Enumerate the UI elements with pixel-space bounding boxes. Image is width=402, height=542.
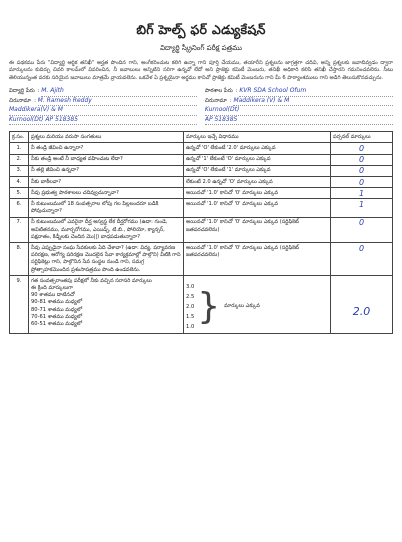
form-title: బిగ్ హెల్ప్ ఫర్ ఎడ్యుకేషన్ [136, 22, 266, 37]
row-instruction: ఉన్నచో 'O' లేకుంటే '2.0' మార్కులు ఎక్కువ [184, 143, 331, 154]
scale-value: 2.5 [186, 293, 195, 300]
table-row [10, 276, 393, 334]
row-marks [331, 143, 393, 154]
school-address-line-3[interactable]: AP 518385 [205, 116, 393, 126]
student-name-label: విద్యార్థి పేరు [9, 88, 35, 95]
row-question: గత సంవత్సరాంతపు పరీక్షలో నీకు వచ్చిన సరాసరి మార్కులు ఈ క్రింది మార్కులుగా 90 శాతము దాటినచో 90-81 శాతము మధ్యలో 80-71 శాతము మధ్యలో 70-61 శాతము మధ్యలో 60-51 శాతము మధ్యలో [29, 276, 184, 334]
row-marks [331, 243, 393, 276]
scale-values [186, 282, 194, 332]
row-marks [331, 154, 393, 165]
row-marks [331, 177, 393, 188]
row-instruction [184, 276, 331, 334]
row-marks [331, 188, 393, 199]
student-details: విద్యార్థి పేరు : M. Ajith చిరునామా : M. Ramesh Reddy Maddikera(V) & M Kurnool(Dt) AP 518385 [9, 87, 197, 125]
table-row [10, 154, 393, 165]
address-line-3[interactable]: Kurnool(Dt) AP 518385 [9, 116, 197, 126]
row-marks [331, 199, 393, 217]
table-row [10, 165, 393, 176]
row-question: నీ కుటుంబములో ఎవరైనా దీర్ఘ అస్వస్థ లేక దీర్ఘరోగము (ఉదా: గుండె, అవిటితనము, మూర్ఛరోగము, ఎయిడ్స్, టి.బి., పోలియో, క్యాన్సర్, పక్షవాతం, కిడ్నీలకు చెందిన మొ||) బాధపడుతున్నారా? [29, 217, 184, 243]
row-instruction: అయినచో '1.0' కానిచో '0' మార్కులు ఎక్కువ [184, 188, 331, 199]
row-question: నీకు బాకీలవా? [29, 177, 184, 188]
scale-value: 1.0 [186, 323, 195, 330]
marks-entry[interactable]: 1 [358, 188, 365, 198]
marks-entry[interactable]: 0 [358, 177, 365, 187]
row-instruction: లేకుంటే 2.0 ఉన్నచో 'O' మార్కులు ఎక్కువ [184, 177, 331, 188]
school-address-line-2[interactable]: Kurnool(Dt) [205, 106, 393, 116]
table-row [10, 188, 393, 199]
row-instruction: అయినచో '1.0' కానిచో '0' మార్కులు ఎక్కువ [184, 199, 331, 217]
row-question: నీకు తండ్రి అంటే నీ బాధ్యత వహించుట లేదా? [29, 154, 184, 165]
scale-value: 3.0 [186, 283, 195, 290]
header-instruction: మార్కులు ఇచ్చే విధానము [184, 132, 331, 143]
school-name-label: పాఠశాల పేరు [204, 88, 233, 95]
scale-value: 2.0 [186, 303, 195, 310]
marks-entry[interactable]: 0 [358, 166, 365, 176]
marks-entry[interactable]: 2.0 [352, 304, 371, 318]
marks-entry[interactable]: 1 [358, 199, 365, 209]
screening-table [9, 131, 393, 334]
header-serial: క్ర.సం. [10, 132, 29, 143]
row-serial: 2. [10, 154, 29, 165]
instructions-paragraph: ఈ పథకము పేరు "విద్యార్థి ఆర్థిక తనిఖీ" అర్హత పొందిన గాని, అంగీకరించుట కలిగి ఉన్నా గాని పూర్తి చేయము, తయారీని ప్రశ్నలను జాగ్రత్తగా చదివి, అన్ని ప్రశ్నలకు జవాబివ్వడం ద్వారా మార్కులను కుదిర్చు చివరి కాలమ్‌లో వివరించిన, నీ జవాబులు అన్నిటిని సరిగా ఉన్నవో లేదో అని ప్రాజెక్టు కమిటీ మెంబరు, తనిఖీ అధికారి కలిసి తనిఖీ చేస్తారని గమనించవలెను. సీటు తెలియున్నంత వరకు సరియైన జవాబులు మాత్రమే వ్రాయవలెను. ఒకవేళ ఏ ప్రశ్నయైనా అర్థము కానిచో ప్రాజెక్టు కమిటీ మెంబరును గాని మీ 6 పాఠ్యాంశములు గాని అడిగి తెలుసుకొనవచ్చును. [9, 60, 393, 81]
row-serial: 4. [10, 177, 29, 188]
marks-entry[interactable]: 0 [358, 155, 365, 165]
row-serial: 7. [10, 217, 29, 243]
scale-instruction: మార్కులు ఎక్కువ [224, 303, 260, 310]
row-serial: 3. [10, 165, 29, 176]
table-header-row [10, 132, 393, 143]
row-instruction: అయినచో '1.0' కానిచో '0' మార్కులు ఎక్కువ (సర్టిఫికెట్ జతపరచవలెను) [184, 217, 331, 243]
table-row [10, 217, 393, 243]
row-serial: 9. [10, 276, 29, 334]
brace-icon: } [197, 285, 221, 327]
marks-entry[interactable]: 0 [358, 243, 365, 253]
header-question: ప్రశ్నలు మరియు వరుసా సంగతులు [29, 132, 184, 143]
address-line-2[interactable]: Maddikera(V) & M [9, 106, 197, 116]
row-serial: 6. [10, 199, 29, 217]
table-row [10, 243, 393, 276]
marks-scale [186, 282, 328, 332]
row-serial: 1. [10, 143, 29, 154]
address-label: చిరునామా [9, 97, 32, 104]
marks-entry[interactable]: 0 [358, 143, 365, 153]
row-serial: 8. [10, 243, 29, 276]
student-name-value[interactable]: M. Ajith [41, 87, 197, 97]
row-question: నీ కుటుంబములో 18 సంవత్సరాల లోపు గల పిల్లలందరూ బడికి పోవుచున్నారా? [29, 199, 184, 217]
school-name-value[interactable]: KVR SDA School Ofum [239, 87, 393, 97]
row-question: నీ తల్లి జీవించి ఉన్నదా? [29, 165, 184, 176]
header-marks: పర్సనల్ మార్కులు [331, 132, 393, 143]
marks-entry[interactable]: 0 [358, 218, 365, 228]
row-instruction: అయినచో '1.0' కానిచో '0' మార్కులు ఎక్కువ (సర్టిఫికెట్ జతపరచవలెను) [184, 243, 331, 276]
school-address-label: చిరునామా [204, 97, 227, 104]
address-line-1[interactable]: M. Ramesh Reddy [38, 97, 198, 107]
table-row [10, 143, 393, 154]
school-details: పాఠశాల పేరు : KVR SDA School Ofum చిరునామా : Maddikera (V) & M Kurnool(Dt) AP 518385 [205, 87, 393, 125]
row-question: నీవు ప్రభుత్వ పాఠశాలలు చదివ్వుచున్నావా? [29, 188, 184, 199]
school-address-line-1[interactable]: Maddikera (V) & M [233, 97, 393, 107]
row-question: నీవు ఎప్పుడైనా సంఘ సేవకులకు ఏది చేశావా? (ఉదా: విద్య, పర్యావరణ పరిరక్షణ, ఆరోగ్య పరిరక్షణ మొదలైన సేవా కార్యక్రమాల్లో పాల్గొని) వీటికి గాని సర్టిఫికెట్లు గాని, పాల్గొనిన సేవ సంస్థల నుండి గాని, సమగ్ర ప్రోత్సాహకమొందిన ప్రశంసాపత్రము పొంది ఉండవలెను. [29, 243, 184, 276]
row-instruction: ఉన్నచో 'O' లేకుంటే '1' మార్కులు ఎక్కువ [184, 165, 331, 176]
scale-value: 1.5 [186, 313, 195, 320]
form-subtitle: విద్యార్థి స్క్రీనింగ్ పరీక్ష పత్రము [160, 44, 242, 52]
row-serial: 5. [10, 188, 29, 199]
table-row [10, 177, 393, 188]
row-marks [331, 217, 393, 243]
row-marks [331, 276, 393, 334]
applicant-details [9, 87, 393, 125]
row-instruction: ఉన్నచో '1' లేకుంటే 'O' మార్కులు ఎక్కువ [184, 154, 331, 165]
row-question: నీ తండ్రి జీవించి ఉన్నారా? [29, 143, 184, 154]
row-marks [331, 165, 393, 176]
table-row [10, 199, 393, 217]
